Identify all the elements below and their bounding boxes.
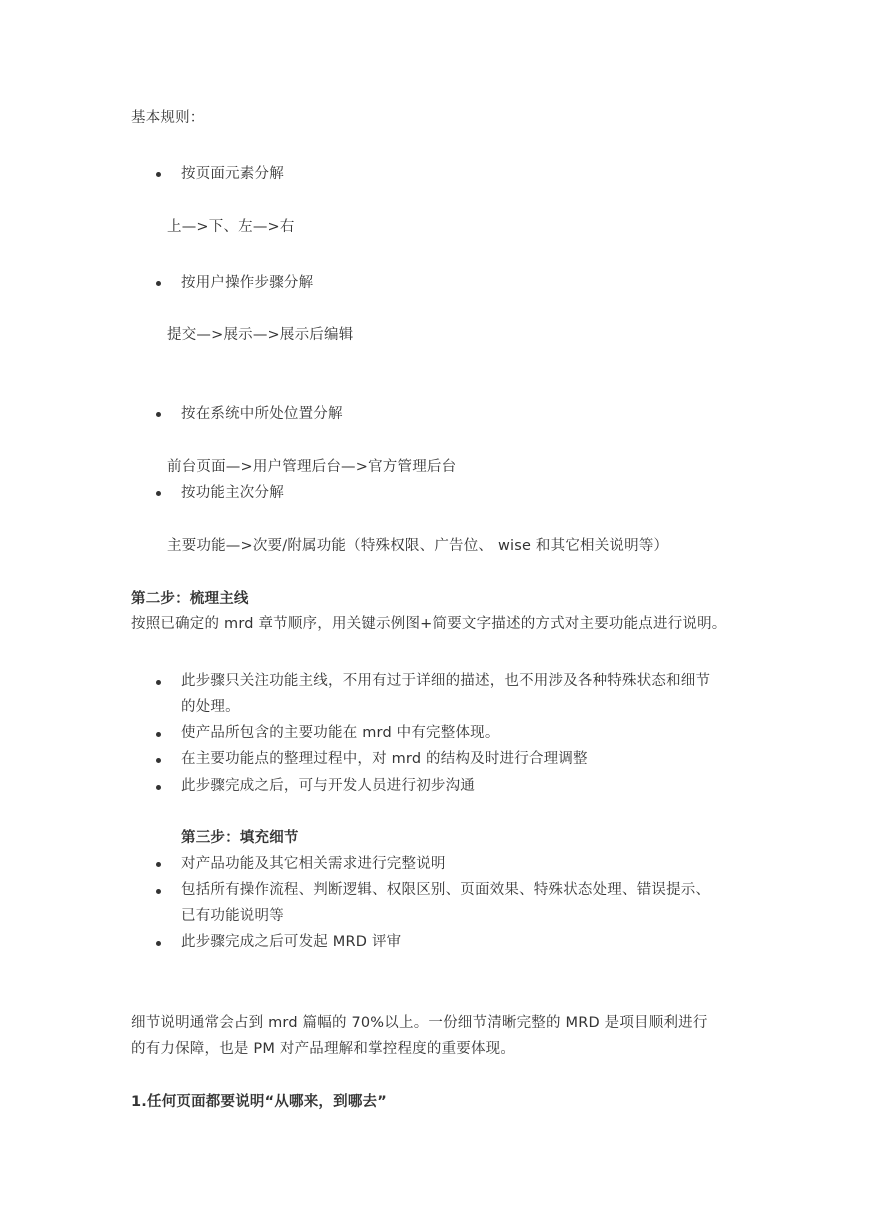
list-item: 此步骤完成之后可发起 MRD 评审 — [181, 934, 402, 950]
bullet-icon — [156, 172, 161, 177]
list-item: 对产品功能及其它相关需求进行完整说明 — [181, 856, 446, 872]
rule-detail: 上—>下、左—>右 — [167, 219, 295, 235]
bullet-icon — [156, 732, 161, 737]
bullet-icon — [156, 758, 161, 763]
rule-detail: 主要功能—>次要/附属功能（特殊权限、广告位、 wise 和其它相关说明等） — [167, 538, 669, 554]
list-item: 包括所有操作流程、判断逻辑、权限区别、页面效果、特殊状态处理、错误提示、 — [181, 882, 711, 898]
bullet-icon — [156, 680, 161, 685]
rule-item: 按用户操作步骤分解 — [181, 275, 314, 291]
list-item: 在主要功能点的整理过程中，对 mrd 的结构及时进行合理调整 — [181, 751, 588, 767]
bullet-icon — [156, 941, 161, 946]
summary-paragraph-line: 的有力保障，也是 PM 对产品理解和掌控程度的重要体现。 — [131, 1041, 516, 1057]
list-item: 此步骤完成之后，可与开发人员进行初步沟通 — [181, 778, 475, 794]
list-item-continuation: 的处理。 — [181, 699, 240, 715]
basic-rules-title: 基本规则： — [131, 110, 205, 126]
bullet-icon — [156, 491, 161, 496]
bullet-icon — [156, 862, 161, 867]
bullet-icon — [156, 281, 161, 286]
step2-description: 按照已确定的 mrd 章节顺序，用关键示例图+简要文字描述的方式对主要功能点进行说明。 — [131, 616, 727, 632]
rule-item: 按功能主次分解 — [181, 485, 284, 501]
step3-title: 第三步：填充细节 — [181, 830, 299, 846]
section-heading: 1.任何页面都要说明“从哪来，到哪去” — [131, 1094, 387, 1110]
step2-title: 第二步：梳理主线 — [131, 591, 249, 607]
rule-detail: 提交—>展示—>展示后编辑 — [167, 327, 354, 343]
rule-detail: 前台页面—>用户管理后台—>官方管理后台 — [167, 459, 457, 475]
list-item: 使产品所包含的主要功能在 mrd 中有完整体现。 — [181, 725, 500, 741]
bullet-icon — [156, 889, 161, 894]
rule-item: 按在系统中所处位置分解 — [181, 406, 343, 422]
rule-item: 按页面元素分解 — [181, 166, 284, 182]
bullet-icon — [156, 785, 161, 790]
list-item: 此步骤只关注功能主线，不用有过于详细的描述，也不用涉及各种特殊状态和细节 — [181, 673, 711, 689]
bullet-icon — [156, 412, 161, 417]
summary-paragraph-line: 细节说明通常会占到 mrd 篇幅的 70%以上。一份细节清晰完整的 MRD 是项目顺利进行 — [131, 1015, 708, 1031]
list-item-continuation: 已有功能说明等 — [181, 908, 284, 924]
